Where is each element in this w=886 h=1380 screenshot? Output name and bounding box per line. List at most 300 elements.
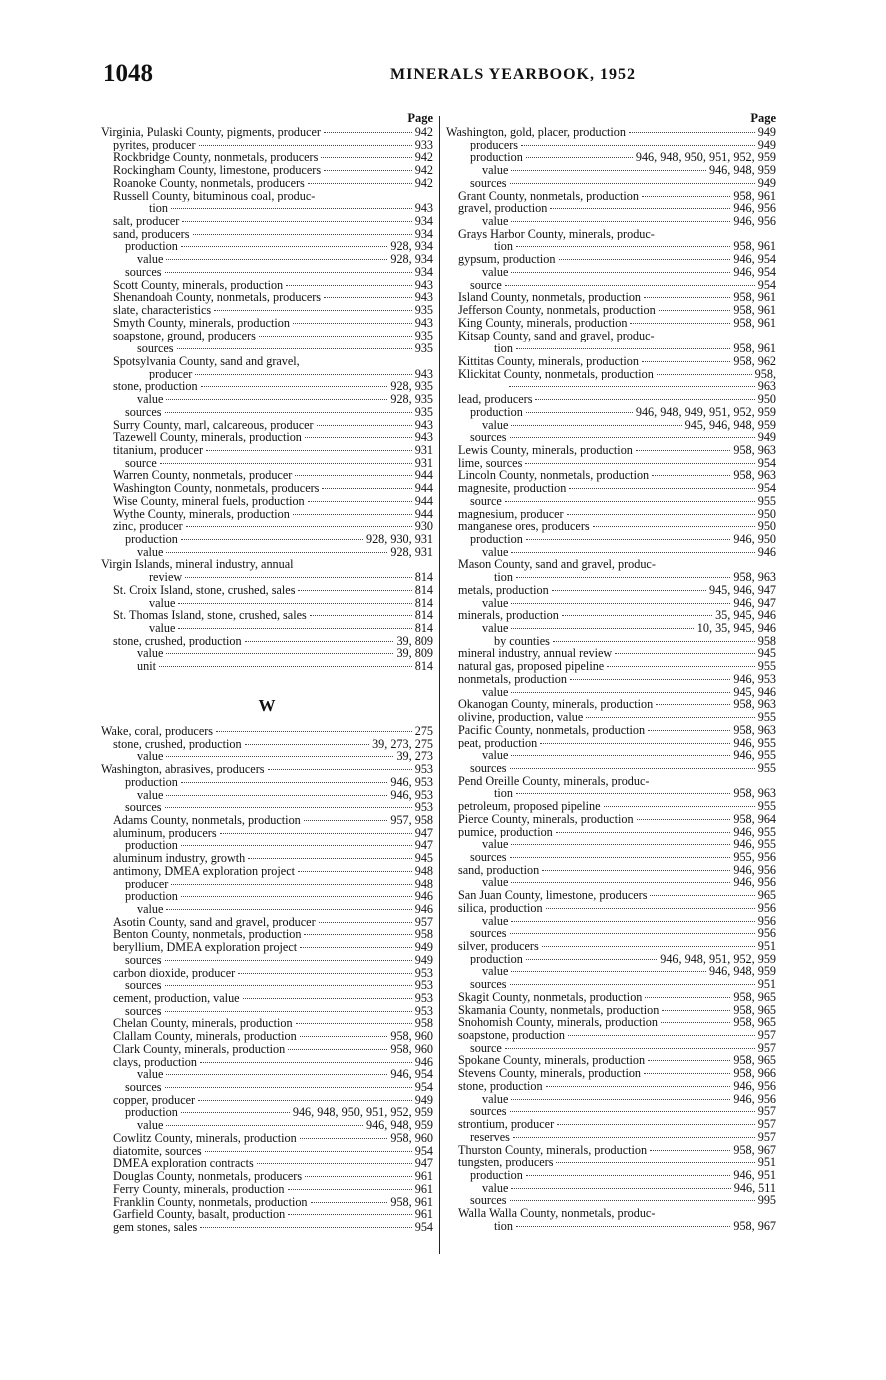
leader-dots bbox=[181, 246, 388, 247]
leader-dots bbox=[311, 1202, 388, 1203]
index-entry bbox=[446, 1004, 776, 1017]
entry-pages: 39, 273, 275 bbox=[372, 737, 433, 751]
leader-dots bbox=[288, 1214, 412, 1215]
index-entry bbox=[446, 368, 776, 381]
entry-term: review bbox=[149, 571, 183, 584]
entry-pages: 958, 962 bbox=[733, 354, 776, 368]
entry-pages: 958, 963 bbox=[733, 469, 776, 483]
entry-pages: 949 bbox=[757, 431, 776, 444]
entry-pages: 943 bbox=[414, 291, 433, 305]
entry-term: sources bbox=[470, 1105, 507, 1119]
leader-dots bbox=[220, 833, 412, 834]
leader-dots bbox=[521, 145, 755, 146]
index-entry bbox=[101, 750, 433, 763]
index-entry bbox=[101, 240, 433, 253]
index-entry bbox=[446, 406, 776, 419]
leader-dots bbox=[526, 157, 633, 158]
index-entry bbox=[101, 495, 433, 508]
entry-term: Lincoln County, nonmetals, production bbox=[458, 469, 650, 483]
index-entry bbox=[446, 342, 776, 355]
entry-pages: 955 bbox=[757, 660, 776, 673]
index-entry bbox=[446, 419, 776, 432]
entry-pages: 956 bbox=[757, 914, 776, 928]
leader-dots bbox=[630, 323, 730, 324]
entry-pages: 928, 935 bbox=[390, 393, 433, 406]
entry-term: Snohomish County, minerals, production bbox=[458, 1016, 658, 1030]
leader-dots bbox=[526, 539, 731, 540]
entry-pages: 954 bbox=[414, 1081, 433, 1094]
index-entry bbox=[101, 660, 433, 673]
index-entry bbox=[446, 253, 776, 266]
entry-pages: 935 bbox=[414, 342, 433, 355]
entry-pages: 954 bbox=[757, 456, 776, 470]
index-entry bbox=[101, 546, 433, 559]
entry-pages: 946, 954 bbox=[733, 253, 776, 266]
entry-term: Skamania County, nonmetals, production bbox=[458, 1003, 660, 1017]
index-entry bbox=[446, 571, 776, 584]
entry-term: Mason County, sand and gravel, produc- bbox=[458, 558, 656, 572]
entry-term: diatomite, sources bbox=[113, 1144, 202, 1158]
leader-dots bbox=[546, 1086, 731, 1087]
index-entry bbox=[101, 992, 433, 1005]
entry-pages: 951 bbox=[757, 940, 776, 953]
entry-pages: 946, 948, 959 bbox=[365, 1119, 433, 1132]
entry-pages: 928, 934 bbox=[390, 253, 433, 266]
entry-pages: 951 bbox=[757, 978, 776, 991]
entry-term: production bbox=[470, 533, 523, 546]
leader-dots bbox=[259, 336, 412, 337]
entry-term: production bbox=[125, 1106, 178, 1120]
leader-dots bbox=[593, 526, 755, 527]
leader-dots bbox=[308, 501, 412, 502]
leader-dots bbox=[165, 1011, 412, 1012]
index-entry bbox=[446, 457, 776, 470]
index-entry bbox=[446, 813, 776, 826]
entry-pages: 944 bbox=[414, 494, 433, 508]
leader-dots bbox=[165, 985, 412, 986]
index-entry bbox=[101, 355, 433, 368]
index-entry bbox=[101, 1094, 433, 1107]
entry-term: mineral industry, annual review bbox=[458, 647, 613, 661]
leader-dots bbox=[510, 1111, 755, 1112]
leader-dots bbox=[298, 590, 411, 591]
entry-pages: 39, 809 bbox=[396, 647, 433, 661]
entry-pages: 955, 956 bbox=[733, 850, 776, 864]
index-entry bbox=[446, 851, 776, 864]
entry-term: Warren County, nonmetals, producer bbox=[113, 469, 293, 483]
entry-term: Franklin County, nonmetals, production bbox=[113, 1195, 308, 1209]
entry-term: value bbox=[137, 788, 164, 802]
index-entry bbox=[446, 202, 776, 215]
leader-dots bbox=[644, 297, 730, 298]
entry-term: Lewis County, minerals, production bbox=[458, 443, 633, 457]
index-entry bbox=[446, 1042, 776, 1055]
entry-pages: 957 bbox=[757, 1105, 776, 1119]
index-entry bbox=[101, 928, 433, 941]
entry-pages: 958, 963 bbox=[733, 723, 776, 737]
entry-pages: 958, 960 bbox=[390, 1042, 433, 1056]
index-entry bbox=[101, 1196, 433, 1209]
entry-pages: 958, 965 bbox=[733, 1003, 776, 1017]
leader-dots bbox=[569, 488, 754, 489]
leader-dots bbox=[200, 1062, 412, 1063]
entry-term: production bbox=[470, 1168, 523, 1182]
index-entry bbox=[446, 190, 776, 203]
entry-term: Cowlitz County, minerals, production bbox=[113, 1131, 297, 1145]
entry-pages: 958, 961 bbox=[733, 189, 776, 203]
entry-term: Surry County, marl, calcareous, producer bbox=[113, 418, 314, 432]
leader-dots bbox=[636, 450, 730, 451]
entry-term: Clark County, minerals, production bbox=[113, 1042, 286, 1056]
entry-term: aluminum, producers bbox=[113, 826, 217, 840]
index-entry bbox=[101, 406, 433, 419]
entry-term: Wake, coral, producers bbox=[101, 724, 214, 738]
entry-term: stone, crushed, production bbox=[113, 737, 242, 751]
index-entry bbox=[446, 635, 776, 648]
index-entry bbox=[101, 164, 433, 177]
leader-dots bbox=[510, 437, 755, 438]
entry-term: production bbox=[470, 952, 523, 966]
index-entry bbox=[101, 1068, 433, 1081]
leader-dots bbox=[166, 399, 387, 400]
entry-pages: 961 bbox=[414, 1182, 433, 1196]
leader-dots bbox=[166, 552, 387, 553]
entry-term: value bbox=[482, 545, 509, 559]
leader-dots bbox=[657, 374, 752, 375]
entry-term: stone, production bbox=[458, 1079, 543, 1093]
entry-pages: 946, 955 bbox=[733, 825, 776, 839]
index-entry bbox=[101, 431, 433, 444]
entry-term: value bbox=[482, 876, 509, 890]
entry-pages: 954 bbox=[757, 278, 776, 292]
leader-dots bbox=[648, 730, 730, 731]
entry-term: San Juan County, limestone, producers bbox=[458, 889, 648, 902]
entry-term: producer bbox=[149, 367, 193, 381]
entry-pages: 946, 956 bbox=[733, 215, 776, 228]
entry-pages: 949 bbox=[414, 941, 433, 954]
entry-pages: 958, 964 bbox=[733, 812, 776, 826]
leader-dots bbox=[509, 386, 755, 387]
entry-pages: 943 bbox=[414, 278, 433, 292]
index-entry bbox=[446, 508, 776, 521]
index-entry bbox=[446, 469, 776, 482]
leader-dots bbox=[171, 884, 411, 885]
leader-dots bbox=[542, 946, 755, 947]
index-entry bbox=[446, 787, 776, 800]
index-entry bbox=[101, 967, 433, 980]
entry-term: Smyth County, minerals, production bbox=[113, 316, 290, 330]
entry-term: Benton County, nonmetals, production bbox=[113, 928, 302, 942]
index-entry bbox=[446, 1156, 776, 1169]
entry-term: production bbox=[125, 890, 178, 903]
index-entry bbox=[101, 177, 433, 190]
index-entry bbox=[446, 1093, 776, 1106]
entry-pages: 946, 953 bbox=[733, 672, 776, 686]
leader-dots bbox=[511, 971, 706, 972]
leader-dots bbox=[286, 285, 412, 286]
entry-term: value bbox=[482, 1181, 509, 1195]
entry-term: Clallam County, minerals, production bbox=[113, 1030, 297, 1043]
entry-pages: 946, 948, 949, 951, 952, 959 bbox=[635, 405, 776, 419]
entry-term: sources bbox=[125, 405, 162, 419]
leader-dots bbox=[185, 577, 412, 578]
leader-dots bbox=[201, 386, 388, 387]
index-entry bbox=[101, 1221, 433, 1234]
index-entry bbox=[446, 622, 776, 635]
entry-term: source bbox=[470, 1041, 502, 1055]
index-entry bbox=[446, 495, 776, 508]
entry-term: value bbox=[482, 749, 509, 762]
index-entry bbox=[101, 571, 433, 584]
entry-pages: 814 bbox=[414, 571, 433, 584]
entry-pages: 814 bbox=[414, 660, 433, 673]
leader-dots bbox=[205, 1151, 412, 1152]
entry-term: Pierce County, minerals, production bbox=[458, 812, 634, 826]
leader-dots bbox=[510, 1200, 755, 1201]
leader-dots bbox=[650, 895, 754, 896]
leader-dots bbox=[322, 488, 411, 489]
entry-term: cement, production, value bbox=[113, 992, 240, 1005]
index-entry bbox=[446, 1131, 776, 1144]
entry-pages: 958, 963 bbox=[733, 443, 776, 457]
entry-term: source bbox=[470, 278, 502, 292]
leader-dots bbox=[195, 374, 411, 375]
entry-pages: 931 bbox=[414, 443, 433, 457]
entry-term: Pacific County, nonmetals, production bbox=[458, 723, 646, 737]
entry-term: value bbox=[482, 1092, 509, 1106]
leader-dots bbox=[511, 844, 730, 845]
leader-dots bbox=[516, 246, 730, 247]
leader-dots bbox=[645, 997, 730, 998]
entry-pages: 958, 961 bbox=[733, 342, 776, 355]
entry-pages: 965 bbox=[757, 889, 776, 902]
index-entry bbox=[446, 1118, 776, 1131]
entry-term: Washington, gold, placer, production bbox=[446, 126, 626, 139]
index-entry bbox=[101, 342, 433, 355]
index-entry bbox=[446, 304, 776, 317]
entry-pages: 39, 273 bbox=[396, 750, 433, 764]
index-entry bbox=[101, 1056, 433, 1069]
index-entry bbox=[101, 279, 433, 292]
entry-pages: 946, 948, 951, 952, 959 bbox=[660, 952, 776, 966]
index-entry bbox=[446, 940, 776, 953]
entry-term: nonmetals, production bbox=[458, 672, 567, 686]
entry-term: sources bbox=[125, 1004, 162, 1018]
entry-term: by counties bbox=[494, 634, 550, 648]
index-entry bbox=[101, 635, 433, 648]
index-entry bbox=[101, 941, 433, 954]
entry-pages: 944 bbox=[414, 507, 433, 521]
entry-term: petroleum, proposed pipeline bbox=[458, 800, 601, 813]
entry-pages: 946, 955 bbox=[733, 838, 776, 851]
index-entry bbox=[101, 228, 433, 241]
entry-pages: 945, 946, 948, 959 bbox=[684, 418, 776, 432]
entry-pages: 943 bbox=[414, 316, 433, 330]
entry-term: value bbox=[149, 596, 176, 610]
leader-dots bbox=[526, 959, 657, 960]
index-entry bbox=[101, 317, 433, 330]
entry-term: production bbox=[125, 240, 178, 254]
index-entry bbox=[101, 1145, 433, 1158]
index-entry bbox=[446, 380, 776, 393]
leader-dots bbox=[304, 820, 388, 821]
index-entry bbox=[446, 902, 776, 915]
entry-term: Douglas County, nonmetals, producers bbox=[113, 1170, 303, 1183]
index-entry bbox=[446, 1105, 776, 1118]
entry-pages: 958 bbox=[757, 634, 776, 648]
entry-pages: 958, bbox=[754, 367, 776, 381]
leader-dots bbox=[511, 425, 681, 426]
entry-pages: 963 bbox=[757, 380, 776, 394]
leader-dots bbox=[648, 1060, 730, 1061]
entry-term: value bbox=[482, 265, 509, 279]
entry-pages: 961 bbox=[414, 1170, 433, 1183]
entry-pages: 942 bbox=[414, 126, 433, 139]
entry-pages: 946, 954 bbox=[390, 1068, 433, 1082]
entry-term: value bbox=[137, 253, 164, 266]
entry-term: value bbox=[137, 1119, 164, 1132]
leader-dots bbox=[567, 514, 755, 515]
entry-term: value bbox=[482, 596, 509, 610]
index-entry bbox=[446, 864, 776, 877]
entry-pages: 947 bbox=[414, 839, 433, 853]
entry-pages: 946, 956 bbox=[733, 1092, 776, 1106]
index-entry bbox=[101, 533, 433, 546]
leader-dots bbox=[511, 221, 730, 222]
entry-pages: 949 bbox=[414, 1093, 433, 1107]
leader-dots bbox=[171, 208, 412, 209]
entry-term: sand, producers bbox=[113, 227, 190, 241]
entry-pages: 958, 961 bbox=[733, 316, 776, 330]
entry-pages: 958, 963 bbox=[733, 698, 776, 712]
leader-dots bbox=[166, 909, 411, 910]
entry-pages: 933 bbox=[414, 138, 433, 152]
entry-pages: 958, 961 bbox=[733, 240, 776, 254]
index-entry bbox=[101, 647, 433, 660]
leader-dots bbox=[516, 1226, 730, 1227]
index-entry bbox=[101, 126, 433, 139]
entry-pages: 947 bbox=[414, 1157, 433, 1171]
entry-term: strontium, producer bbox=[458, 1118, 555, 1131]
entry-term: Washington County, nonmetals, producers bbox=[113, 482, 320, 495]
index-entry bbox=[101, 304, 433, 317]
entry-pages: 946, 948, 959 bbox=[708, 965, 776, 979]
entry-term: magnesite, production bbox=[458, 482, 567, 495]
entry-pages: 953 bbox=[414, 966, 433, 980]
index-entry bbox=[446, 482, 776, 495]
entry-pages: 946, 947 bbox=[733, 596, 776, 610]
entry-term: sources bbox=[470, 761, 507, 775]
entry-pages: 946, 953 bbox=[390, 788, 433, 802]
index-entry bbox=[446, 927, 776, 940]
index-entry bbox=[446, 826, 776, 839]
leader-dots bbox=[300, 947, 412, 948]
entry-term: tion bbox=[149, 202, 168, 216]
entry-term: Grays Harbor County, minerals, produc- bbox=[458, 227, 655, 241]
entry-pages: 814 bbox=[414, 596, 433, 610]
index-entry bbox=[101, 202, 433, 215]
leader-dots bbox=[511, 1099, 730, 1100]
entry-term: Virgin Islands, mineral industry, annual bbox=[101, 558, 294, 572]
leader-dots bbox=[296, 1023, 412, 1024]
leader-dots bbox=[305, 437, 412, 438]
leader-dots bbox=[160, 463, 412, 464]
index-entry bbox=[446, 953, 776, 966]
leader-dots bbox=[305, 1176, 412, 1177]
leader-dots bbox=[181, 782, 388, 783]
entry-term: lime, sources bbox=[458, 456, 523, 470]
entry-term: value bbox=[482, 622, 509, 635]
entry-pages: 814 bbox=[414, 622, 433, 635]
entry-term: carbon dioxide, producer bbox=[113, 966, 236, 980]
page-label-left: Page bbox=[407, 111, 433, 125]
entry-term: Virginia, Pulaski County, pigments, producer bbox=[101, 126, 321, 139]
entry-term: tion bbox=[494, 571, 513, 584]
index-entry bbox=[101, 776, 433, 789]
entry-pages: 958 bbox=[414, 928, 433, 942]
leader-dots bbox=[245, 744, 369, 745]
entry-term: Chelan County, minerals, production bbox=[113, 1017, 293, 1031]
index-entry bbox=[101, 890, 433, 903]
entry-term: production bbox=[125, 775, 178, 789]
index-entry bbox=[101, 266, 433, 279]
entry-pages: 935 bbox=[414, 304, 433, 317]
index-entry bbox=[101, 508, 433, 521]
index-entry bbox=[446, 762, 776, 775]
entry-term: soapstone, ground, producers bbox=[113, 329, 256, 343]
entry-term: silica, production bbox=[458, 901, 543, 915]
entry-pages: 958, 967 bbox=[733, 1219, 776, 1233]
entry-term: sources bbox=[470, 850, 507, 864]
entry-pages: 958, 965 bbox=[733, 990, 776, 1004]
entry-pages: 957 bbox=[757, 1029, 776, 1042]
entry-pages: 946, 955 bbox=[733, 736, 776, 750]
leader-dots bbox=[642, 361, 730, 362]
entry-pages: 949 bbox=[757, 176, 776, 190]
entry-pages: 948 bbox=[414, 864, 433, 878]
entry-pages: 953 bbox=[414, 1004, 433, 1018]
entry-term: sources bbox=[137, 342, 174, 355]
index-entry bbox=[101, 393, 433, 406]
index-entry bbox=[101, 801, 433, 814]
entry-term: Tazewell County, minerals, production bbox=[113, 431, 302, 444]
leader-dots bbox=[607, 666, 755, 667]
entry-pages: 946 bbox=[414, 890, 433, 903]
entry-pages: 944 bbox=[414, 482, 433, 495]
leader-dots bbox=[552, 590, 706, 591]
entry-pages: 35, 945, 946 bbox=[715, 609, 776, 623]
leader-dots bbox=[310, 615, 412, 616]
entry-term: Skagit County, nonmetals, production bbox=[458, 990, 643, 1004]
leader-dots bbox=[511, 170, 706, 171]
entry-pages: 814 bbox=[414, 609, 433, 623]
entry-pages: 946, 948, 959 bbox=[708, 164, 776, 177]
entry-term: value bbox=[482, 965, 509, 979]
leader-dots bbox=[293, 514, 412, 515]
entry-term: Grant County, nonmetals, production bbox=[458, 189, 639, 203]
index-entry bbox=[446, 1054, 776, 1067]
index-entry bbox=[446, 393, 776, 406]
leader-dots bbox=[166, 795, 387, 796]
entry-pages: 946 bbox=[414, 902, 433, 916]
column-divider bbox=[439, 116, 440, 1254]
entry-pages: 950 bbox=[757, 520, 776, 533]
index-entry bbox=[101, 469, 433, 482]
leader-dots bbox=[553, 641, 755, 642]
leader-dots bbox=[319, 922, 412, 923]
leader-dots bbox=[198, 1100, 412, 1101]
index-entry bbox=[446, 838, 776, 851]
